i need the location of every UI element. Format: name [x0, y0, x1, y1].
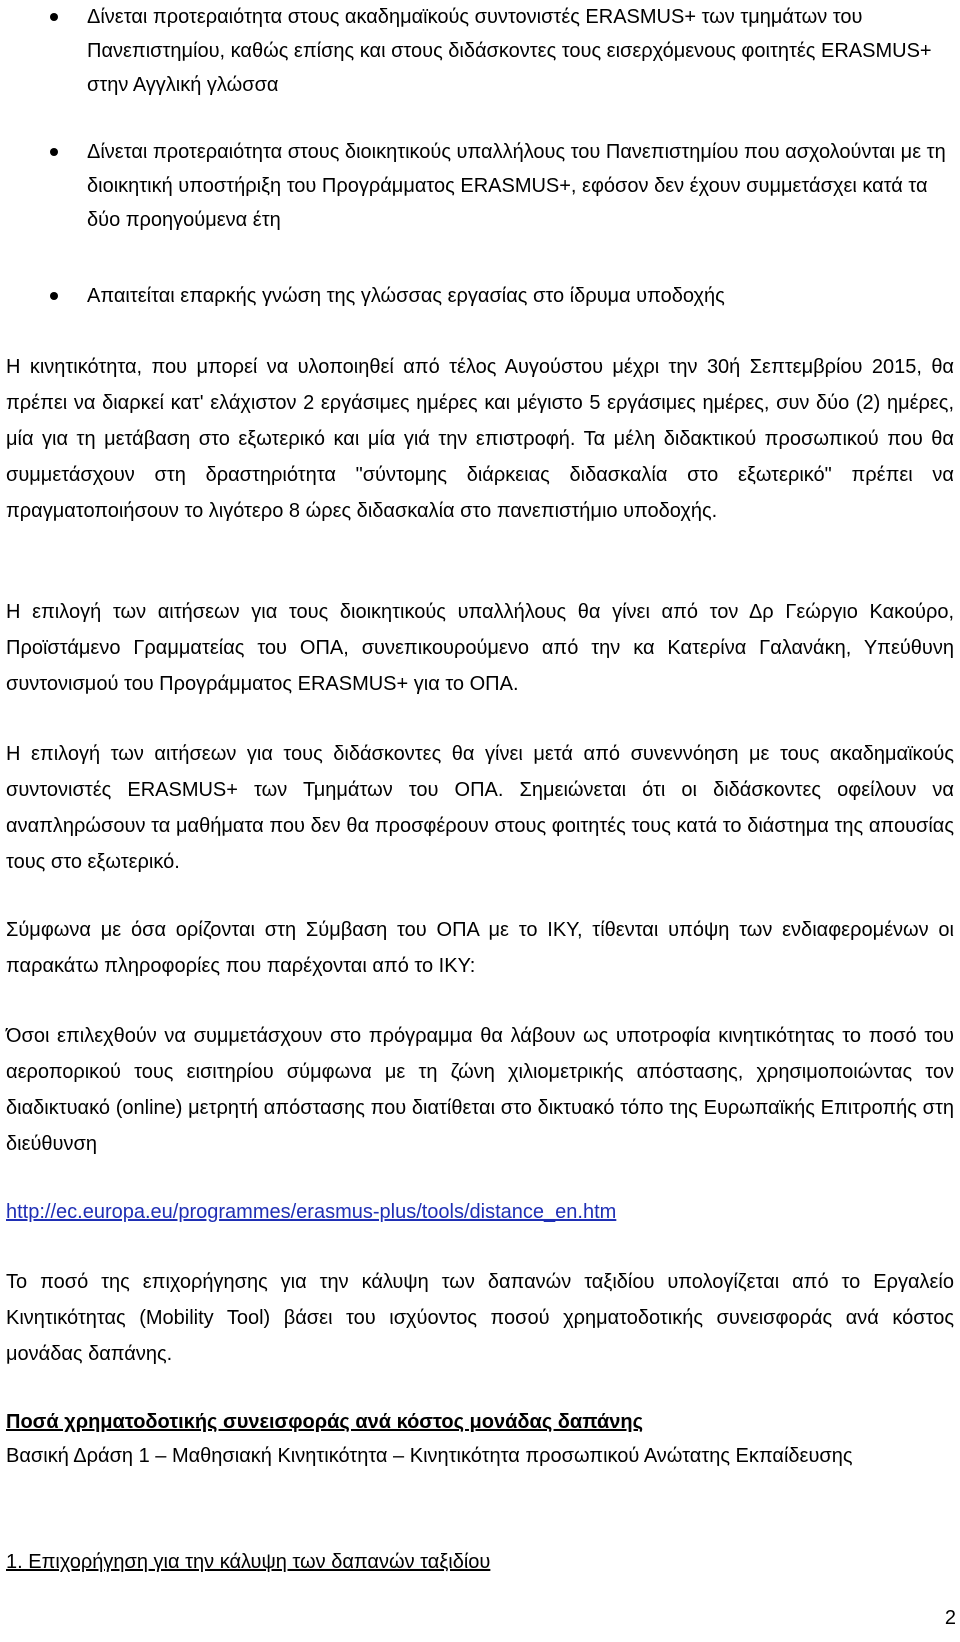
bullet-dot-icon — [50, 292, 58, 300]
bullet-item — [6, 0, 954, 102]
page-number: 2 — [944, 1607, 956, 1629]
paragraph-iky-info: Σύμφωνα με όσα ορίζονται στη Σύμβαση του ΟΠΑ με το ΙΚΥ, τίθενται υπόψη των ενδιαφερομένων οι παρακάτω πληροφορίες που παρέχονται από το ΙΚΥ: — [6, 919, 954, 977]
bullet-item — [6, 279, 954, 313]
bullet-text: Απαιτείται επαρκής γνώση της γλώσσας εργασίας στο ίδρυμα υποδοχής — [87, 285, 725, 307]
paragraph-key-action: Βασική Δράση 1 – Μαθησιακή Κινητικότητα – Κινητικότητα προσωπικού Ανώτατης Εκπαίδευσης — [6, 1445, 853, 1467]
distance-calculator-link[interactable]: http://ec.europa.eu/programmes/erasmus-plus/tools/distance_en.htm — [6, 1201, 617, 1223]
paragraph-mobility-period: Η κινητικότητα, που μπορεί να υλοποιηθεί από τέλος Αυγούστου μέχρι την 30ή Σεπτεμβρίου 2015, θα πρέπει να διαρκεί κατ' ελάχιστον 2 εργάσιμες ημέρες και μέγιστο 5 εργάσιμες ημέρες, συν δύο (2) ημέρες, μία για τη μετάβαση στο εξωτερικό και μία γιά την επιστροφή. Τα μέλη διδακτικού προσωπικού που θα συμμετάσχουν στη δραστηριότητα "σύντομης διάρκειας διδασκαλία στο εξωτερικό" πρέπει να πραγματοποιήσουν το λιγότερο 8 ώρες διδασκαλία στο πανεπιστήμιο υποδοχής. — [6, 356, 954, 522]
paragraph-teacher-selection: Η επιλογή των αιτήσεων για τους διδάσκοντες θα γίνει μετά από συνεννόηση με τους ακαδημαϊκούς συντονιστές ERASMUS+ των Τμημάτων του ΟΠΑ. Σημειώνεται ότι οι διδάσκοντες οφείλουν να αναπληρώσουν τα μαθήματα που δεν θα προσφέρουν στους φοιτητές τους κατά το διάστημα της απουσίας τους στο εξωτερικό. — [6, 743, 954, 873]
paragraph-travel-grant: Όσοι επιλεχθούν να συμμετάσχουν στο πρόγραμμα θα λάβουν ως υποτροφία κινητικότητας το ποσό του αεροπορικού τους εισιτηρίου σύμφωνα με τη ζώνη χιλιομετρικής απόστασης, χρησιμοποιώντας τον διαδικτυακό (online) μετρητή απόστασης που διατίθεται στο δικτυακό τόπο της Ευρωπαϊκής Επιτροπής στη διεύθυνση — [6, 1025, 954, 1155]
bullet-list — [6, 0, 954, 102]
paragraph-admin-selection: Η επιλογή των αιτήσεων για τους διοικητικούς υπαλλήλους θα γίνει από τον Δρ Γεώργιο Κακούρο, Προϊστάμενο Γραμματείας του ΟΠΑ, συνεπικουρούμενο από την κα Κατερίνα Γαλανάκη, Υπεύθυνη συντονισμού του Προγράμματος ERASMUS+ για το ΟΠΑ. — [6, 601, 954, 695]
bullet-dot-icon — [50, 148, 58, 156]
bullet-text: Δίνεται προτεραιότητα στους διοικητικούς υπαλλήλους του Πανεπιστημίου που ασχολούνται με τη διοικητική υποστήριξη του Προγράμματος ERASMUS+, εφόσον δεν έχουν συμμετάσχει κατά τα δύο προηγούμενα έτη — [87, 141, 946, 231]
bullet-dot-icon — [50, 13, 58, 21]
section-heading: Ποσά χρηματοδοτικής συνεισφοράς ανά κόστος μονάδας δαπάνης — [6, 1411, 644, 1433]
bullet-list — [6, 279, 954, 313]
bullet-list — [6, 135, 954, 237]
paragraph-mobility-tool: Το ποσό της επιχορήγησης για την κάλυψη των δαπανών ταξιδίου υπολογίζεται από το Εργαλείο Κινητικότητας (Mobility Tool) βάσει του ισχύοντος ποσού χρηματοδοτικής συνεισφοράς ανά κόστος μονάδας δαπάνης. — [6, 1271, 954, 1365]
bullet-text: Δίνεται προτεραιότητα στους ακαδημαϊκούς συντονιστές ERASMUS+ των τμημάτων του Πανεπιστημίου, καθώς επίσης και στους διδάσκοντες τους εισερχόμενους φοιτητές ERASMUS+ στην Αγγλική γλώσσα — [87, 6, 932, 96]
bullet-item — [6, 135, 954, 237]
subsection-heading: 1. Επιχορήγηση για την κάλυψη των δαπανών ταξιδίου — [6, 1551, 491, 1573]
